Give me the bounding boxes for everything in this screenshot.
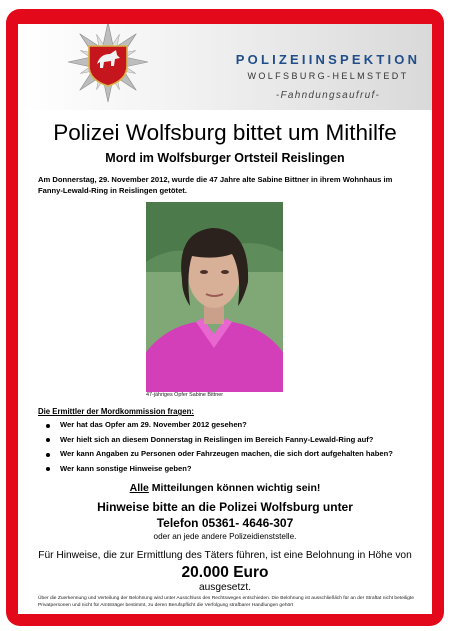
contact-line-3: oder an jede andere Polizeidienststelle. bbox=[153, 532, 297, 541]
reward-line-1: Für Hinweise, die zur Ermittlung des Täters führen, ist eine Belohnung in Höhe von bbox=[38, 550, 412, 561]
victim-photo bbox=[146, 202, 283, 392]
question-item: Wer hat das Opfer am 29. November 2012 gesehen? bbox=[46, 420, 416, 431]
appeal-line bbox=[18, 482, 432, 494]
questions-heading: Die Ermittler der Mordkommission fragen: bbox=[38, 407, 194, 416]
questions-list bbox=[46, 420, 416, 478]
question-item: Wer kann Angaben zu Personen oder Fahrzeugen machen, die sich dort aufgehalten haben? bbox=[46, 449, 416, 460]
question-item: Wer kann sonstige Hinweise geben? bbox=[46, 464, 416, 475]
reward-amount: 20.000 Euro bbox=[181, 564, 269, 581]
page-subtitle: Mord im Wolfsburger Ortsteil Reislingen bbox=[105, 151, 345, 165]
org-name: POLIZEIINSPEKTION bbox=[235, 52, 421, 67]
poster-header bbox=[18, 24, 432, 110]
appeal-emphasis: Alle bbox=[129, 482, 149, 494]
contact-line-1: Hinweise bitte an die Polizei Wolfsburg unter bbox=[97, 500, 353, 514]
intro-text: Am Donnerstag, 29. November 2012, wurde die 47 Jahre alte Sabine Bittner in ihrem Wohnhaus im Fanny-Lewald-Ring in Reislingen getötet. bbox=[38, 175, 393, 195]
police-star-badge-icon bbox=[22, 24, 192, 110]
contact-phone: Telefon 05361- 4646-307 bbox=[156, 516, 294, 530]
poster-sheet bbox=[18, 24, 432, 614]
appeal-tag: -Fahndungsaufruf- bbox=[275, 90, 381, 101]
reward-line-2: ausgesetzt. bbox=[198, 582, 252, 593]
question-item: Wer hielt sich an diesem Donnerstag in Reislingen im Bereich Fanny-Lewald-Ring auf? bbox=[46, 435, 416, 446]
org-region: WOLFSBURG-HELMSTEDT bbox=[247, 71, 409, 81]
photo-caption: 47-jähriges Opfer Sabine Bittner bbox=[146, 392, 224, 398]
page-title: Polizei Wolfsburg bittet um Mithilfe bbox=[53, 120, 397, 145]
appeal-rest: Mitteilungen können wichtig sein! bbox=[148, 482, 321, 494]
fine-print: Über die Zuerkennung und Verteilung der Belohnung wird unter Ausschluss des Rechtsweges entschieden. Die Belohnung ist ausschließlich für an der Straftat nicht beteiligte Privatpersonen und nicht für Amtsträger bestimmt, zu deren Berufspflicht die Verfolgung strafbarer Handlungen gehört bbox=[38, 596, 414, 608]
